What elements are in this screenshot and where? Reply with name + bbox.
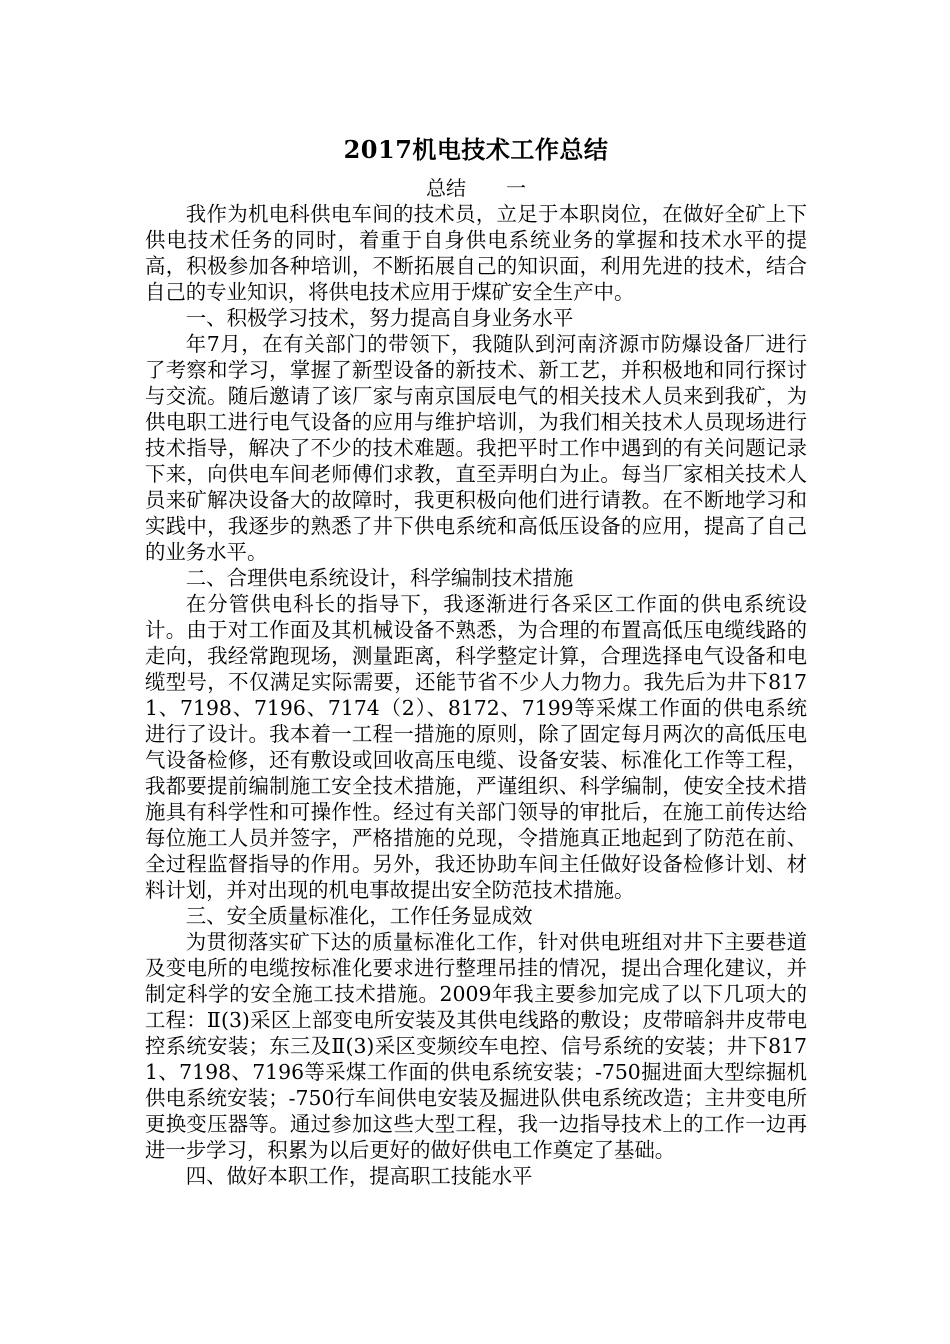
subtitle: 总结 一 xyxy=(426,176,526,200)
section-heading-1: 一、积极学习技术，努力提高自身业务水平 xyxy=(185,306,574,330)
section-heading-3: 三、安全质量标准化，工作任务显成效 xyxy=(185,904,533,928)
paragraph-section-1: 年7月，在有关部门的带领下，我随队到河南济源市防爆设备厂进行了考察和学习，掌握了新型设备的新技术、新工艺，并积极地和同行探讨与交流。随后邀请了该厂家与南京国辰电气的相关技术人员来到我矿，为供电职工进行电气设备的应用与维护培训，为我们相关技术人员现场进行技术指导，解决了不少的技术难题。我把平时工作中遇到的有关问题记录下来，向供电车间老师傅们求教，直至弄明白为止。每当厂家相关技术人员来矿解决设备大的故障时，我更积极向他们进行请教。在不断地学习和实践中，我逐步的熟悉了井下供电系统和高低压设备的应用，提高了自己的业务水平。 xyxy=(145,332,807,564)
paragraph-section-2: 在分管供电科长的指导下，我逐渐进行各采区工作面的供电系统设计。由于对工作面及其机械设备不熟悉，为合理的布置高低压电缆线路的走向，我经常跑现场，测量距离，科学整定计算，合理选择电气设备和电缆型号，不仅满足实际需要，还能节省不少人力物力。我先后为井下8171、7198、7196、7174（2）、8172、7199等采煤工作面的供电系统进行了设计。我本着一工程一措施的原则，除了固定每月两次的高低压电气设备检修，还有敷设或回收高压电缆、设备安装、标准化工作等工程，我都要提前编制施工安全技术措施，严谨组织、科学编制，使安全技术措施具有科学性和可操作性。经过有关部门领导的审批后，在施工前传达给每位施工人员并签字，严格措施的兑现，令措施真正地起到了防范在前、全过程监督指导的作用。另外，我还协助车间主任做好设备检修计划、材料计划，并对出现的机电事故提出安全防范技术措施。 xyxy=(145,592,807,902)
section-heading-2: 二、合理供电系统设计，科学编制技术措施 xyxy=(185,566,574,590)
page-title: 2017机电技术工作总结 xyxy=(343,135,609,164)
paragraph-section-3: 为贯彻落实矿下达的质量标准化工作，针对供电班组对井下主要巷道及变电所的电缆按标准化要求进行整理吊挂的情况，提出合理化建议，并制定科学的安全施工技术措施。2009年我主要参加完成了以下几项大的工程：Ⅱ(3)采区上部变电所安装及其供电线路的敷设；皮带暗斜井皮带电控系统安装；东三及Ⅱ(3)采区变频绞车电控、信号系统的安装；井下8171、7198、7196等采煤工作面的供电系统安装；-750掘进面大型综掘机供电系统安装；-750行车间供电安装及掘进队供电系统改造；主井变电所更换变压器等。通过参加这些大型工程，我一边指导技术上的工作一边再进一步学习，积累为以后更好的做好供电工作奠定了基础。 xyxy=(145,930,807,1162)
paragraph-intro: 我作为机电科供电车间的技术员，立足于本职岗位，在做好全矿上下供电技术任务的同时，着重于自身供电系统业务的掌握和技术水平的提高，积极参加各种培训，不断拓展自己的知识面，利用先进的技术，结合自己的专业知识，将供电技术应用于煤矿安全生产中。 xyxy=(145,202,807,304)
section-heading-4: 四、做好本职工作，提高职工技能水平 xyxy=(185,1164,533,1188)
document-body xyxy=(145,135,807,1189)
